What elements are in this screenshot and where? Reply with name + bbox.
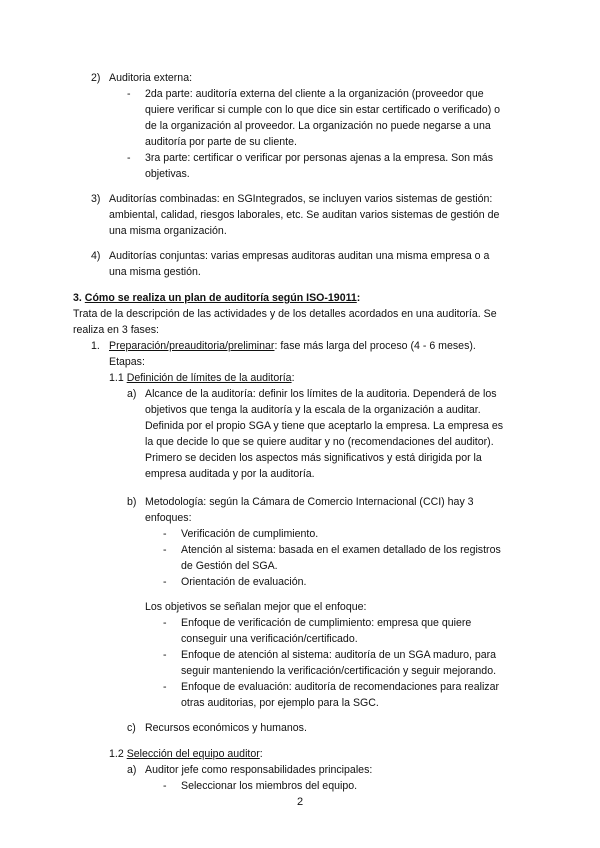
text-line: enfoques:: [145, 512, 192, 524]
list-marker: a): [127, 764, 137, 776]
bullet-dash: -: [163, 528, 167, 540]
text-line: quiere verificar si cumple con lo que dice sin estar certificado o verificado) o: [145, 104, 501, 116]
list-marker: c): [127, 722, 136, 734]
text-line: Enfoque de verificación de cumplimiento: empresa que quiere: [181, 617, 472, 629]
section-title: Cómo se realiza un plan de auditoría según ISO-19011: [84, 292, 357, 304]
text-line: de la organización al proveedor. La organización no puede negarse a una: [145, 120, 491, 132]
list-marker: b): [127, 496, 137, 508]
list-item-title: Auditoria externa:: [109, 72, 193, 84]
heading-colon: :: [259, 748, 263, 760]
phase-description: : fase más larga del proceso (4 - 6 meses).: [274, 340, 476, 352]
text-line: 3ra parte: certificar o verificar por personas ajenas a la empresa. Son más: [145, 152, 493, 164]
bullet-dash: -: [163, 649, 167, 661]
text-line: Enfoque de atención al sistema: auditoría de un SGA maduro, para: [181, 649, 497, 661]
text-line: una misma organización.: [109, 225, 227, 237]
subsection-title: Definición de límites de la auditoría: [126, 372, 292, 384]
text-line: Primero se deciden los aspectos más significativos y está dirigida por la: [145, 452, 482, 464]
text-line: Verificación de cumplimiento.: [181, 528, 319, 540]
phase-line: [109, 338, 476, 354]
subsection-title: Selección del equipo auditor: [126, 748, 260, 760]
text-line: la que decide lo que se quiere auditar y no (recomendaciones del auditor).: [145, 436, 494, 448]
text-line: una misma gestión.: [109, 266, 201, 278]
text-line: Alcance de la auditoría: definir los límites de la auditoria. Dependerá de los: [145, 388, 497, 400]
intro-line: Trata de la descripción de las actividades y de los detalles acordados en una auditoría. Se: [73, 308, 497, 320]
subsection-heading: [109, 746, 263, 762]
text-line: conseguir una verificación/certificado.: [181, 633, 358, 645]
subsection-number: 1.2: [109, 748, 124, 760]
list-marker: a): [127, 388, 137, 400]
subsection-number: 1.1: [109, 372, 124, 384]
heading-colon: :: [356, 292, 361, 304]
text-line: Seleccionar los miembros del equipo.: [181, 780, 358, 792]
text-line: seguir manteniendo la verificación/certificación y seguir mejorando.: [181, 665, 497, 677]
text-line: empresa auditada y por la auditoría.: [145, 468, 315, 480]
text-line: Auditorías conjuntas: varias empresas auditoras auditan una misma empresa o a: [109, 250, 490, 262]
bullet-dash: -: [163, 681, 167, 693]
text-line: Definida por el propio SGA y tiene que aceptarlo la empresa. La empresa es: [145, 420, 504, 432]
bullet-dash: -: [163, 576, 167, 588]
text-line: auditoría por parte de su cliente.: [145, 136, 297, 148]
bullet-dash: -: [127, 88, 131, 100]
text-line: objetivas.: [145, 168, 190, 180]
text-line: Orientación de evaluación.: [181, 576, 307, 588]
bullet-dash: -: [163, 544, 167, 556]
list-marker: 3): [91, 193, 101, 205]
text-line: de Gestión del SGA.: [181, 560, 278, 572]
text-line: objetivos que tenga la auditoría y la escala de la organización a auditar.: [145, 404, 481, 416]
list-marker: 1.: [91, 340, 100, 352]
text-line: ambiental, calidad, riesgos laborales, etc. Se auditan varios sistemas de gestión de: [109, 209, 500, 221]
section-number: 3.: [73, 292, 82, 304]
section-heading: [73, 290, 360, 306]
text-line: Recursos económicos y humanos.: [145, 722, 307, 734]
text-line: Metodología: según la Cámara de Comercio Internacional (CCI) hay 3: [145, 496, 474, 508]
text-line: Etapas:: [109, 356, 145, 368]
bullet-dash: -: [127, 152, 131, 164]
bullet-dash: -: [163, 617, 167, 629]
text-line: Enfoque de evaluación: auditoría de recomendaciones para realizar: [181, 681, 500, 693]
text-line: Los objetivos se señalan mejor que el enfoque:: [145, 601, 367, 613]
phase-title: Preparación/preauditoria/preliminar: [109, 340, 275, 352]
page-number: 2: [296, 796, 304, 808]
list-marker: 4): [91, 250, 101, 262]
text-line: Auditorías combinadas: en SGIntegrados, se incluyen varios sistemas de gestión:: [109, 193, 493, 205]
text-line: 2da parte: auditoría externa del cliente a la organización (proveedor que: [145, 88, 484, 100]
heading-colon: :: [291, 372, 295, 384]
text-line: otras auditorias, por ejemplo para la SGC.: [181, 697, 379, 709]
list-marker: 2): [91, 72, 101, 84]
text-line: Atención al sistema: basada en el examen detallado de los registros: [181, 544, 501, 556]
text-line: Auditor jefe como responsabilidades principales:: [145, 764, 373, 776]
intro-line: realiza en 3 fases:: [73, 324, 159, 336]
bullet-dash: -: [163, 780, 167, 792]
subsection-heading: [109, 370, 295, 386]
